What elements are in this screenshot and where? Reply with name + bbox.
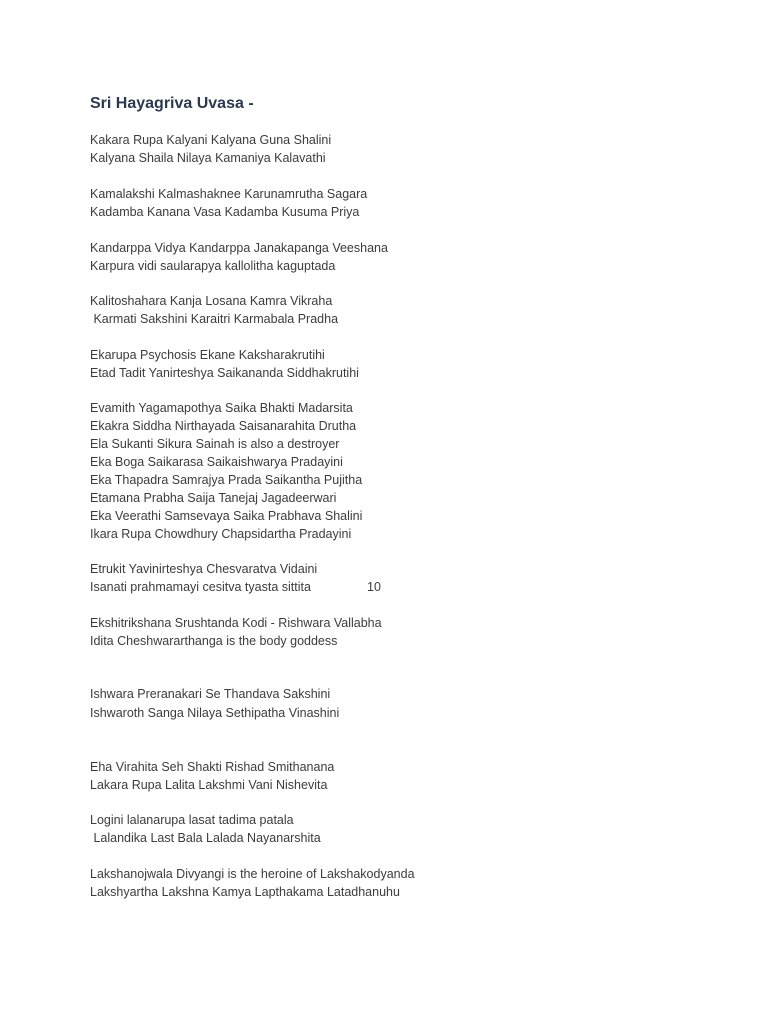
text-line: Logini lalanarupa lasat tadima patala xyxy=(90,813,294,827)
text-line: Ekshitrikshana Srushtanda Kodi - Rishwara Vallabha xyxy=(90,616,382,630)
text-line: Ishwara Preranakari Se Thandava Sakshini xyxy=(90,687,331,701)
text-line: Lakshanojwala Divyangi is the heroine of Lakshakodyanda xyxy=(90,867,415,881)
document-title: Sri Hayagriva Uvasa - xyxy=(90,95,254,112)
text-line: Kakara Rupa Kalyani Kalyana Guna Shalini xyxy=(90,133,332,147)
text-line: Lakshyartha Lakshna Kamya Lapthakama Latadhanuhu xyxy=(90,885,400,899)
text-line: Kandarppa Vidya Kandarppa Janakapanga Veeshana xyxy=(90,241,388,255)
text-line: Idita Cheshwararthanga is the body goddess xyxy=(90,634,338,648)
text-line: Karmati Sakshini Karaitri Karmabala Pradha xyxy=(90,312,339,326)
text-line: Ekarupa Psychosis Ekane Kaksharakrutihi xyxy=(90,348,325,362)
text-line: Kalitoshahara Kanja Losana Kamra Vikraha xyxy=(90,294,333,308)
text-line: Etrukit Yavinirteshya Chesvaratva Vidaini xyxy=(90,562,318,576)
text-line: Lakara Rupa Lalita Lakshmi Vani Nishevita xyxy=(90,778,328,792)
text-line: Kamalakshi Kalmashaknee Karunamrutha Sagara xyxy=(90,187,368,201)
text-line: Lalandika Last Bala Lalada Nayanarshita xyxy=(90,831,321,845)
text-line: Ikara Rupa Chowdhury Chapsidartha Pradayini xyxy=(90,527,352,541)
text-line: Ishwaroth Sanga Nilaya Sethipatha Vinashini xyxy=(90,706,340,720)
text-line: Ela Sukanti Sikura Sainah is also a destroyer xyxy=(90,437,340,451)
text-line: Isanati prahmamayi cesitva tyasta sittita xyxy=(90,580,311,594)
text-line: Eka Veerathi Samsevaya Saika Prabhava Shalini xyxy=(90,509,363,523)
text-line: Karpura vidi saularapya kallolitha kaguptada xyxy=(90,259,336,273)
text-line: Evamith Yagamapothya Saika Bhakti Madarsita xyxy=(90,401,353,415)
text-line: Eka Boga Saikarasa Saikaishwarya Pradayini xyxy=(90,455,343,469)
text-line: Etamana Prabha Saija Tanejaj Jagadeerwari xyxy=(90,491,337,505)
text-line: Kalyana Shaila Nilaya Kamaniya Kalavathi xyxy=(90,151,326,165)
text-line: Eha Virahita Seh Shakti Rishad Smithanana xyxy=(90,760,335,774)
verse-number: 10 xyxy=(367,580,381,594)
text-line: Ekakra Siddha Nirthayada Saisanarahita Drutha xyxy=(90,419,357,433)
text-line: Kadamba Kanana Vasa Kadamba Kusuma Priya xyxy=(90,205,360,219)
text-line: Etad Tadit Yanirteshya Saikananda Siddhakrutihi xyxy=(90,366,359,380)
text-line: Eka Thapadra Samrajya Prada Saikantha Pujitha xyxy=(90,473,363,487)
